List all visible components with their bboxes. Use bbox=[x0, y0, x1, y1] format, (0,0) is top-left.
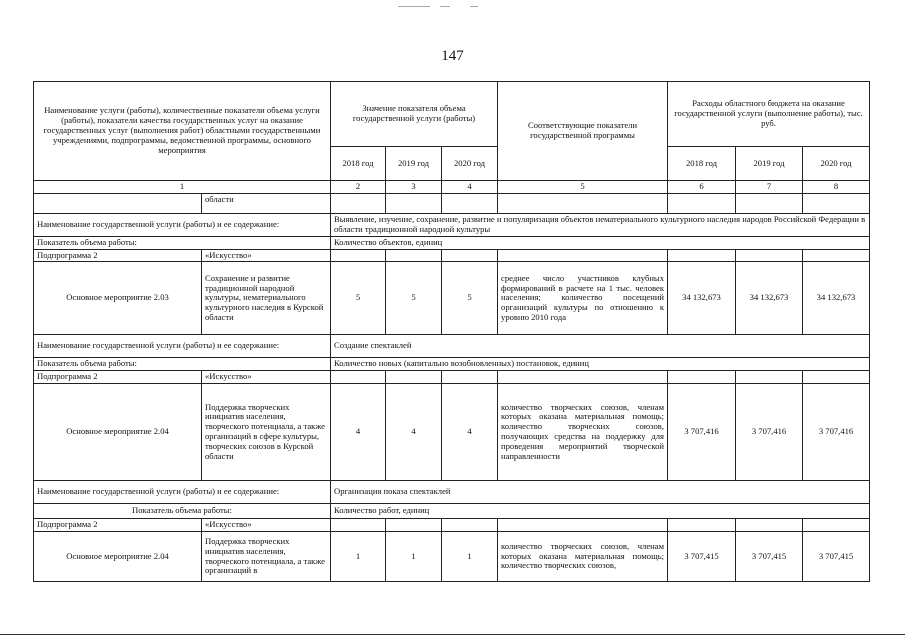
expense-value: 34 132,673 bbox=[803, 262, 870, 335]
carryover-row bbox=[34, 193, 870, 213]
subprogram-label: Подпрограмма 2 bbox=[34, 371, 202, 384]
indicator-value: 4 bbox=[331, 384, 386, 481]
indicator-value: 1 bbox=[442, 532, 498, 582]
subprogram-row bbox=[34, 371, 870, 384]
header-program-indicators: Соответствующие показатели государственной программы bbox=[498, 82, 668, 181]
header-budget-expenses: Расходы областного бюджета на оказание государственной услуги (выполнение работы), тыс. руб. bbox=[668, 82, 870, 147]
service-row bbox=[34, 335, 870, 358]
scan-mark bbox=[470, 6, 478, 7]
expense-value: 3 707,415 bbox=[736, 532, 803, 582]
subprogram-row bbox=[34, 519, 870, 532]
volume-label: Показатель объема работы: bbox=[34, 358, 331, 371]
header-service-name: Наименование услуги (работы), количественные показатели объема услуги (работы), показатели качества государственных услуг на оказание государственных услуг (выполнения работ) областными государственными учреждениями, подпрограммы, ведомственной программы, основного мероприятия bbox=[34, 82, 331, 181]
indicator-value: 4 bbox=[442, 384, 498, 481]
activity-description: Поддержка творческих инициатив населения, творческого потенциала, а также организаций в сфере культуры, творческих союзов в Курской области bbox=[202, 384, 331, 481]
service-label: Наименование государственной услуги (работы) и ее содержание: bbox=[34, 213, 331, 236]
column-number: 5 bbox=[498, 181, 668, 194]
activity-row bbox=[34, 384, 870, 481]
program-indicator: среднее число участников клубных формирований в расчете на 1 тыс. человек населения; количество посещений организаций культуры по отношению к уровню 2010 года bbox=[498, 262, 668, 335]
header-indicator-values: Значение показателя объема государственной услуги (работы) bbox=[331, 82, 498, 147]
indicator-value: 5 bbox=[442, 262, 498, 335]
activity-label: Основное мероприятие 2.04 bbox=[34, 384, 202, 481]
year-cell: 2018 год bbox=[668, 147, 736, 181]
volume-value: Количество новых (капитально возобновленных) постановок, единиц bbox=[331, 358, 870, 371]
activity-row bbox=[34, 532, 870, 582]
column-numbers-row bbox=[34, 181, 870, 194]
service-label: Наименование государственной услуги (работы) и ее содержание: bbox=[34, 481, 331, 504]
program-indicator: количество творческих союзов, членам которых оказана материальная помощь; количество творческих союзов, получающих средства на поддержку для проведения мероприятий творческой направленности bbox=[498, 384, 668, 481]
expense-value: 3 707,415 bbox=[668, 532, 736, 582]
column-number: 2 bbox=[331, 181, 386, 194]
column-number: 3 bbox=[386, 181, 442, 194]
volume-label: Показатель объема работы: bbox=[34, 236, 331, 249]
subprogram-label: Подпрограмма 2 bbox=[34, 519, 202, 532]
expense-value: 34 132,673 bbox=[736, 262, 803, 335]
activity-description: Поддержка творческих инициатив населения, творческого потенциала, а также организаций в bbox=[202, 532, 331, 582]
year-cell: 2019 год bbox=[386, 147, 442, 181]
volume-value: Количество работ, единиц bbox=[331, 504, 870, 519]
expense-value: 34 132,673 bbox=[668, 262, 736, 335]
subprogram-name: «Искусство» bbox=[202, 249, 331, 262]
program-indicator: количество творческих союзов, членам которых оказана материальная помощь; количество творческих союзов, bbox=[498, 532, 668, 582]
page-number: 147 bbox=[441, 48, 464, 64]
service-value: Создание спектаклей bbox=[331, 335, 870, 358]
expense-value: 3 707,416 bbox=[803, 384, 870, 481]
subprogram-name: «Искусство» bbox=[202, 519, 331, 532]
header-row bbox=[34, 82, 870, 147]
page-bottom-rule bbox=[0, 634, 905, 635]
service-value: Выявление, изучение, сохранение, развитие и популяризация объектов нематериального культурного наследия народов Российской Федерации в области традиционной народной культуры bbox=[331, 213, 870, 236]
volume-row bbox=[34, 358, 870, 371]
scan-mark bbox=[440, 6, 450, 7]
indicator-value: 1 bbox=[331, 532, 386, 582]
activity-description: Сохранение и развитие традиционной народной культуры, нематериального культурного наследия в Курской области bbox=[202, 262, 331, 335]
column-number: 4 bbox=[442, 181, 498, 194]
year-cell: 2020 год bbox=[803, 147, 870, 181]
year-cell: 2020 год bbox=[442, 147, 498, 181]
column-number: 8 bbox=[803, 181, 870, 194]
service-value: Организация показа спектаклей bbox=[331, 481, 870, 504]
column-number: 6 bbox=[668, 181, 736, 194]
indicator-value: 1 bbox=[386, 532, 442, 582]
services-table bbox=[33, 81, 870, 582]
service-row bbox=[34, 481, 870, 504]
activity-label: Основное мероприятие 2.03 bbox=[34, 262, 202, 335]
indicator-value: 5 bbox=[331, 262, 386, 335]
indicator-value: 4 bbox=[386, 384, 442, 481]
subprogram-label: Подпрограмма 2 bbox=[34, 249, 202, 262]
volume-value: Количество объектов, единиц bbox=[331, 236, 870, 249]
indicator-value: 5 bbox=[386, 262, 442, 335]
volume-row bbox=[34, 236, 870, 249]
column-number: 1 bbox=[34, 181, 331, 194]
expense-value: 3 707,416 bbox=[736, 384, 803, 481]
service-row bbox=[34, 213, 870, 236]
volume-label: Показатель объема работы: bbox=[34, 504, 331, 519]
carryover-text: области bbox=[202, 193, 331, 213]
expense-value: 3 707,415 bbox=[803, 532, 870, 582]
column-number: 7 bbox=[736, 181, 803, 194]
service-label: Наименование государственной услуги (работы) и ее содержание: bbox=[34, 335, 331, 358]
activity-label: Основное мероприятие 2.04 bbox=[34, 532, 202, 582]
subprogram-row bbox=[34, 249, 870, 262]
expense-value: 3 707,416 bbox=[668, 384, 736, 481]
activity-row bbox=[34, 262, 870, 335]
volume-row bbox=[34, 504, 870, 519]
year-cell: 2019 год bbox=[736, 147, 803, 181]
scan-mark bbox=[398, 6, 430, 7]
year-cell: 2018 год bbox=[331, 147, 386, 181]
subprogram-name: «Искусство» bbox=[202, 371, 331, 384]
